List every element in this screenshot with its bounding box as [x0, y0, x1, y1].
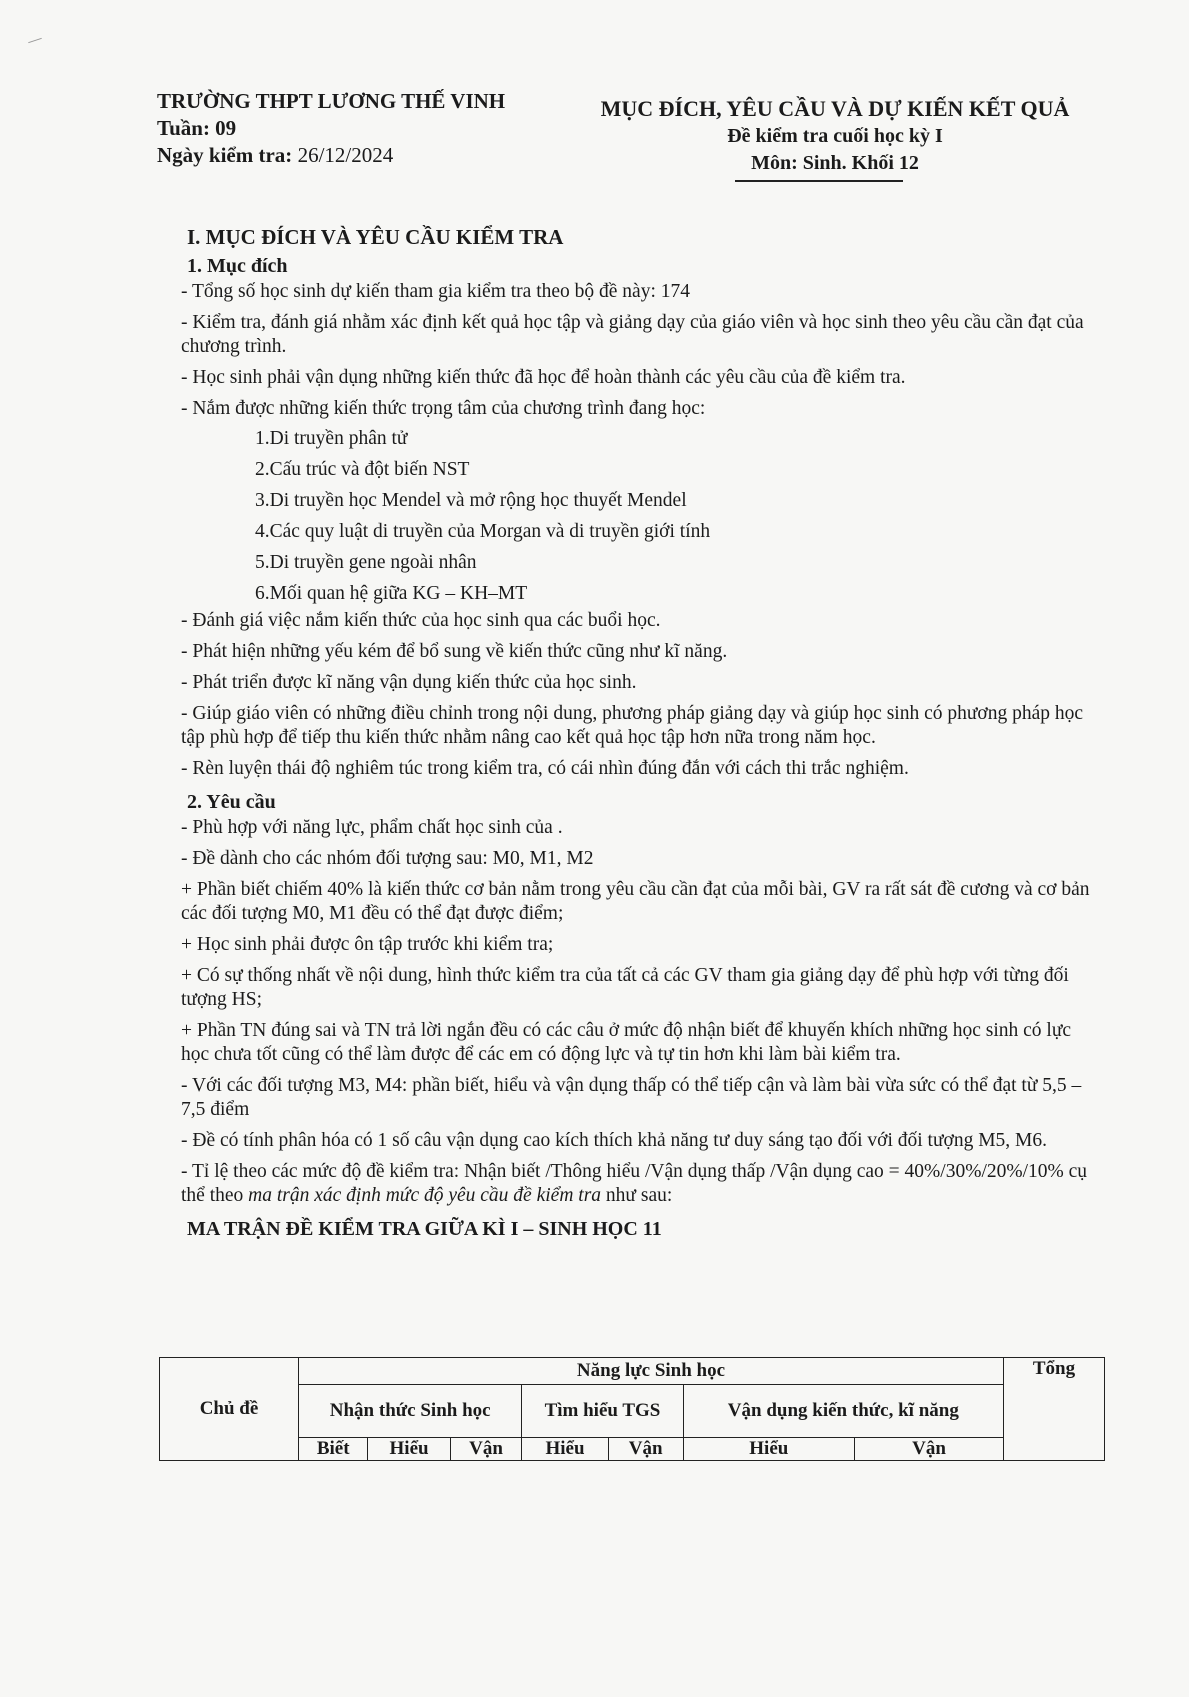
matrix-sub-header: Vận — [855, 1438, 1004, 1461]
paragraph: - Đề có tính phân hóa có 1 số câu vận dụng cao kích thích khả năng tư duy sáng tạo đối với đối tượng M5, M6. — [181, 1130, 1048, 1151]
school-name: TRƯỜNG THPT LƯƠNG THẾ VINH — [157, 89, 506, 113]
matrix-group-apply: Vận dụng kiến thức, kĩ năng — [683, 1385, 1003, 1438]
matrix-sub-header: Hiểu — [522, 1438, 608, 1461]
exam-date-label: Ngày kiểm tra: — [157, 143, 293, 167]
paragraph: - Tổng số học sinh dự kiến tham gia kiểm tra theo bộ đề này: 174 — [181, 281, 690, 302]
subject-underline — [735, 180, 903, 182]
matrix-sub-row — [160, 1438, 1105, 1461]
matrix-col-competency: Năng lực Sinh học — [299, 1358, 1004, 1385]
week-label: Tuần: 09 — [157, 116, 237, 140]
paragraph: - Kiểm tra, đánh giá nhằm xác định kết quả học tập và giảng dạy của giáo viên và học sinh theo yêu cầu cần đạt của chương trình. — [181, 312, 1084, 357]
header-right — [585, 95, 1085, 177]
paragraph: - Phù hợp với năng lực, phẩm chất học sinh của . — [181, 817, 563, 838]
exam-date — [157, 142, 505, 169]
matrix-group-row — [160, 1385, 1105, 1438]
matrix-group-explore: Tìm hiểu TGS — [522, 1385, 683, 1438]
ratio-text-end: như sau: — [601, 1185, 673, 1206]
matrix-title: MA TRẬN ĐỀ KIỂM TRA GIỮA KÌ I – SINH HỌC 11 — [187, 1218, 662, 1240]
requirements-heading: 2. Yêu cầu — [187, 791, 276, 813]
matrix-sub-header: Vận — [450, 1438, 522, 1461]
matrix-sub-header: Biết — [299, 1438, 368, 1461]
paragraph: - Đánh giá việc nắm kiến thức của học sinh qua các buổi học. — [181, 610, 661, 631]
matrix-col-topic: Chủ đề — [160, 1358, 299, 1461]
topic-item: 2.Cấu trúc và đột biến NST — [255, 459, 470, 480]
header-left — [157, 88, 505, 169]
paragraph: - Giúp giáo viên có những điều chỉnh trong nội dung, phương pháp giảng dạy và giúp học sinh có phương pháp học tập phù hợp để tiếp thu kiến thức nhằm nâng cao kết quả học tập hơn nữa trong năm học. — [181, 703, 1084, 748]
exam-date-value: 26/12/2024 — [297, 143, 394, 167]
paragraph: - Với các đối tượng M3, M4: phần biết, hiểu và vận dụng thấp có thể tiếp cận và làm bài vừa sức có thể đạt từ 5,5 – 7,5 điểm — [181, 1075, 1082, 1120]
scan-mark — [28, 38, 42, 43]
topic-item: 1.Di truyền phân tử — [255, 428, 408, 449]
matrix-group-awareness: Nhận thức Sinh học — [299, 1385, 522, 1438]
paragraph: - Nắm được những kiến thức trọng tâm của chương trình đang học: — [181, 398, 706, 419]
paragraph: - Đề dành cho các nhóm đối tượng sau: M0, M1, M2 — [181, 848, 594, 869]
paragraph — [181, 1160, 1091, 1208]
matrix-sub-header: Vận — [608, 1438, 683, 1461]
paragraph: - Phát triển được kĩ năng vận dụng kiến thức của học sinh. — [181, 672, 637, 693]
document-title: MỤC ĐÍCH, YÊU CẦU VÀ DỰ KIẾN KẾT QUẢ — [600, 96, 1070, 121]
topic-item: 4.Các quy luật di truyền của Morgan và di truyền giới tính — [255, 521, 711, 542]
matrix-sub-header: Hiểu — [683, 1438, 854, 1461]
topic-item: 6.Mối quan hệ giữa KG – KH–MT — [255, 583, 528, 604]
matrix-sub-header: Hiểu — [368, 1438, 450, 1461]
topic-item: 5.Di truyền gene ngoài nhân — [255, 552, 477, 573]
subject-line: Môn: Sinh. Khối 12 — [751, 152, 919, 174]
topic-item: 3.Di truyền học Mendel và mở rộng học thuyết Mendel — [255, 490, 687, 511]
purpose-heading: 1. Mục đích — [187, 255, 288, 277]
ratio-text: - Tỉ lệ theo các mức độ đề kiểm tra: Nhận biết /Thông hiểu /Vận dụng thấp /Vận dụng cao = 40%/30%/20%/10% cụ thể theo — [181, 1161, 1088, 1206]
paragraph: - Phát hiện những yếu kém để bổ sung về kiến thức cũng như kĩ năng. — [181, 641, 728, 662]
document-body — [181, 222, 1091, 1243]
paragraph: - Học sinh phải vận dụng những kiến thức đã học để hoàn thành các yêu cầu của đề kiểm tra. — [181, 367, 906, 388]
section-heading: I. MỤC ĐÍCH VÀ YÊU CẦU KIỂM TRA — [187, 225, 564, 249]
ratio-italic-text: ma trận xác định mức độ yêu cầu đề kiểm tra — [248, 1185, 602, 1206]
paragraph: - Rèn luyện thái độ nghiêm túc trong kiểm tra, có cái nhìn đúng đắn với cách thi trắc nghiệm. — [181, 758, 909, 779]
paragraph: + Học sinh phải được ôn tập trước khi kiểm tra; — [181, 934, 554, 955]
topic-list — [255, 423, 1091, 609]
document-subtitle: Đề kiểm tra cuối học kỳ I — [727, 125, 943, 147]
paragraph: + Phần TN đúng sai và TN trả lời ngắn đều có các câu ở mức độ nhận biết để khuyến khích những học sinh có lực học chưa tốt cũng có thể làm được để các em có động lực và tự tin hơn khi làm bài kiểm tra. — [181, 1020, 1072, 1065]
matrix-table — [159, 1357, 1105, 1461]
matrix-header-row — [160, 1358, 1105, 1385]
paragraph: + Phần biết chiếm 40% là kiến thức cơ bản nằm trong yêu cầu cần đạt của mỗi bài, GV ra rất sát đề cương và cơ bản các đối tượng M0, M1 đều có thể đạt được điểm; — [181, 879, 1090, 924]
paragraph: + Có sự thống nhất về nội dung, hình thức kiểm tra của tất cả các GV tham gia giảng dạy để phù hợp với từng đối tượng HS; — [181, 965, 1069, 1010]
matrix-col-total: Tổng — [1004, 1358, 1105, 1461]
